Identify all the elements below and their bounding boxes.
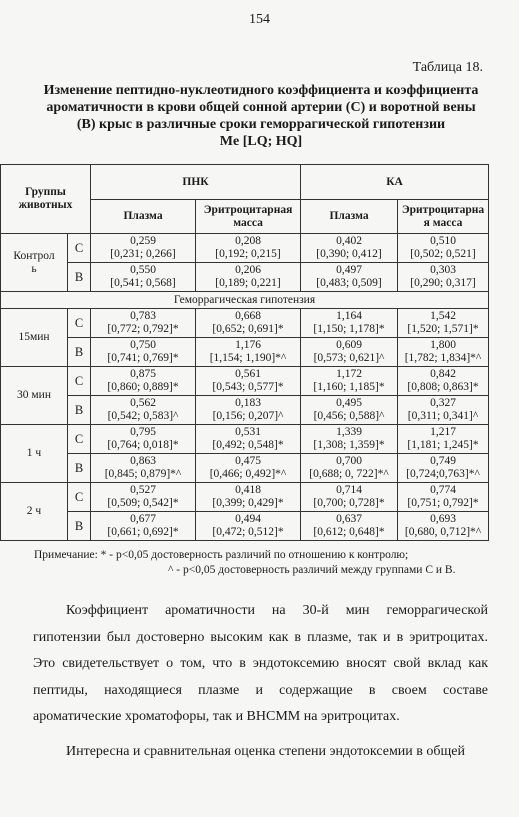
quartile-range: [0,573; 0,621]^ bbox=[313, 352, 385, 364]
value-cell bbox=[301, 512, 398, 541]
value-cell bbox=[91, 234, 196, 263]
value-cell bbox=[196, 396, 301, 425]
plasma-header: Плазма bbox=[91, 200, 196, 234]
vessel-label: В bbox=[68, 338, 91, 367]
paragraph: Коэффициент ароматичности на 30-й мин геморрагической гипотензии был достоверно высоким как в плазме, так и в эритроцитах. Это свидетельствует о том, что в эндотоксемию вносят свой вклад как пептиды, находящиеся плазме и содержащие в своем составе ароматические хроматофоры, так и ВНСММ на эритроцитах. bbox=[33, 603, 488, 724]
median-value: 0,327 bbox=[430, 397, 456, 409]
median-value: 0,561 bbox=[235, 368, 261, 380]
quartile-range: [0,542; 0,583]^ bbox=[107, 410, 179, 422]
value-cell bbox=[398, 425, 489, 454]
median-value: 0,693 bbox=[430, 513, 456, 525]
table-note bbox=[34, 548, 455, 578]
value-cell bbox=[91, 512, 196, 541]
quartile-range: [0,652; 0,691]* bbox=[212, 323, 284, 335]
section-title: Геморрагическая гипотензия bbox=[1, 292, 489, 309]
table-row bbox=[1, 234, 489, 263]
value-cell bbox=[398, 263, 489, 292]
median-value: 0,183 bbox=[235, 397, 261, 409]
quartile-range: [0,290; 0,317] bbox=[410, 277, 476, 289]
body-text bbox=[33, 598, 488, 765]
value-cell bbox=[91, 263, 196, 292]
quartile-range: [1,520; 1,571]* bbox=[407, 323, 479, 335]
quartile-range: [0,543; 0,577]* bbox=[212, 381, 284, 393]
median-value: 0,863 bbox=[130, 455, 156, 467]
quartile-range: [0,541; 0,568] bbox=[110, 277, 176, 289]
vessel-label: С bbox=[68, 309, 91, 338]
value-cell bbox=[196, 454, 301, 483]
group-label-line: ь bbox=[31, 262, 37, 275]
title-line: Изменение пептидно-нуклеотидного коэффициента и коэффициента bbox=[43, 83, 479, 98]
value-cell bbox=[91, 454, 196, 483]
table-row bbox=[1, 454, 489, 483]
plasma-header: Плазма bbox=[301, 200, 398, 234]
quartile-range: [0,311; 0,341]^ bbox=[407, 410, 479, 422]
value-cell bbox=[301, 483, 398, 512]
quartile-range: [0,472; 0,512]* bbox=[212, 526, 284, 538]
table-row bbox=[1, 512, 489, 541]
quartile-range: [0,860; 0,889]* bbox=[107, 381, 179, 393]
value-cell bbox=[196, 512, 301, 541]
quartile-range: [0,680, 0,712]*^ bbox=[404, 526, 482, 538]
section-row bbox=[1, 292, 489, 309]
groups-header-line: Группы bbox=[25, 186, 66, 198]
quartile-range: [0,399; 0,429]* bbox=[212, 497, 284, 509]
median-value: 0,637 bbox=[336, 513, 362, 525]
median-value: 0,795 bbox=[130, 426, 156, 438]
median-value: 0,497 bbox=[336, 264, 362, 276]
group-label: 15мин bbox=[1, 309, 68, 367]
value-cell bbox=[91, 338, 196, 367]
quartile-range: [0,724;0,763]*^ bbox=[406, 468, 480, 480]
quartile-range: [0,502; 0,521] bbox=[410, 248, 476, 260]
median-value: 0,402 bbox=[336, 235, 362, 247]
median-value: 0,749 bbox=[430, 455, 456, 467]
group-label: 2 ч bbox=[1, 483, 68, 541]
median-value: 0,609 bbox=[336, 339, 362, 351]
vessel-label: С bbox=[68, 367, 91, 396]
quartile-range: [1,782; 1,834]*^ bbox=[404, 352, 482, 364]
median-value: 0,259 bbox=[130, 235, 156, 247]
value-cell bbox=[398, 234, 489, 263]
group-label-line: Контрол bbox=[13, 249, 55, 262]
table-row bbox=[1, 483, 489, 512]
median-value: 0,842 bbox=[430, 368, 456, 380]
median-value: 0,531 bbox=[235, 426, 261, 438]
median-value: 1,339 bbox=[336, 426, 362, 438]
value-cell bbox=[196, 367, 301, 396]
quartile-range: [0,189; 0,221] bbox=[215, 277, 281, 289]
value-cell bbox=[301, 338, 398, 367]
median-value: 0,495 bbox=[336, 397, 362, 409]
quartile-range: [1,308; 1,359]* bbox=[313, 439, 385, 451]
median-value: 0,714 bbox=[336, 484, 362, 496]
quartile-range: [0,772; 0,792]* bbox=[107, 323, 179, 335]
title-line: ароматичности в крови общей сонной артерии (С) и воротной вены bbox=[46, 100, 476, 115]
groups-header-line: животных bbox=[18, 199, 73, 211]
median-value: 0,550 bbox=[130, 264, 156, 276]
quartile-range: [0,764; 0,018]* bbox=[107, 439, 179, 451]
median-value: 0,750 bbox=[130, 339, 156, 351]
value-cell bbox=[398, 338, 489, 367]
note-line: ^ - p<0,05 достоверность различий между группами С и В. bbox=[168, 564, 456, 576]
group-label: 30 мин bbox=[1, 367, 68, 425]
value-cell bbox=[196, 263, 301, 292]
ery-header bbox=[398, 200, 489, 234]
value-cell bbox=[398, 309, 489, 338]
value-cell bbox=[91, 309, 196, 338]
quartile-range: [1,150; 1,178]* bbox=[313, 323, 385, 335]
value-cell bbox=[398, 483, 489, 512]
value-cell bbox=[91, 483, 196, 512]
value-cell bbox=[398, 396, 489, 425]
quartile-range: [0,741; 0,769]* bbox=[107, 352, 179, 364]
vessel-label: С bbox=[68, 483, 91, 512]
ery-header-line: я масса bbox=[423, 216, 463, 229]
median-value: 0,783 bbox=[130, 310, 156, 322]
value-cell bbox=[398, 367, 489, 396]
quartile-range: [0,492; 0,548]* bbox=[212, 439, 284, 451]
quartile-range: [0,390; 0,412] bbox=[316, 248, 382, 260]
median-value: 0,206 bbox=[235, 264, 261, 276]
median-value: 1,176 bbox=[235, 339, 261, 351]
value-cell bbox=[301, 425, 398, 454]
value-cell bbox=[301, 396, 398, 425]
data-table bbox=[0, 164, 489, 541]
quartile-range: [0,483; 0,509] bbox=[316, 277, 382, 289]
ery-header-line: масса bbox=[233, 216, 263, 229]
median-value: 0,494 bbox=[235, 513, 261, 525]
quartile-range: [1,154; 1,190]*^ bbox=[209, 352, 287, 364]
value-cell bbox=[301, 263, 398, 292]
median-value: 0,774 bbox=[430, 484, 456, 496]
median-value: 0,208 bbox=[235, 235, 261, 247]
median-value: 0,510 bbox=[430, 235, 456, 247]
quartile-range: [0,231; 0,266] bbox=[110, 248, 176, 260]
group-label: 1 ч bbox=[1, 425, 68, 483]
ery-header-line: Эритроцитарна bbox=[401, 203, 485, 216]
quartile-range: [0,466; 0,492]*^ bbox=[209, 468, 287, 480]
value-cell bbox=[91, 425, 196, 454]
title-line: Me [LQ; HQ] bbox=[219, 134, 303, 149]
quartile-range: [0,845; 0,879]*^ bbox=[104, 468, 182, 480]
median-value: 1,172 bbox=[336, 368, 362, 380]
ka-header: КА bbox=[301, 165, 489, 200]
title-line: (В) крыс в различные сроки геморрагической гипотензии bbox=[76, 117, 446, 132]
median-value: 0,562 bbox=[130, 397, 156, 409]
median-value: 0,475 bbox=[235, 455, 261, 467]
median-value: 1,217 bbox=[430, 426, 456, 438]
ery-header bbox=[196, 200, 301, 234]
table-row bbox=[1, 309, 489, 338]
median-value: 0,677 bbox=[130, 513, 156, 525]
median-value: 0,303 bbox=[430, 264, 456, 276]
note-line: Примечание: * - p<0,05 достоверность различий по отношению к контролю; bbox=[34, 549, 409, 561]
value-cell bbox=[196, 483, 301, 512]
value-cell bbox=[196, 425, 301, 454]
quartile-range: [0,509; 0,542]* bbox=[107, 497, 179, 509]
vessel-label: С bbox=[68, 425, 91, 454]
quartile-range: [0,612; 0,648]* bbox=[313, 526, 385, 538]
quartile-range: [0,456; 0,588]^ bbox=[313, 410, 385, 422]
table-title bbox=[30, 82, 492, 150]
table-row bbox=[1, 263, 489, 292]
value-cell bbox=[301, 454, 398, 483]
table-row bbox=[1, 367, 489, 396]
table-row bbox=[1, 396, 489, 425]
median-value: 0,527 bbox=[130, 484, 156, 496]
value-cell bbox=[196, 309, 301, 338]
page-number: 154 bbox=[249, 12, 270, 27]
value-cell bbox=[398, 512, 489, 541]
median-value: 0,875 bbox=[130, 368, 156, 380]
quartile-range: [0,156; 0,207]^ bbox=[212, 410, 284, 422]
paragraph: Интересна и сравнительная оценка степени эндотоксемии в общей bbox=[66, 743, 466, 759]
value-cell bbox=[398, 454, 489, 483]
median-value: 1,542 bbox=[430, 310, 456, 322]
quartile-range: [1,181; 1,245]* bbox=[407, 439, 479, 451]
pnk-header: ПНК bbox=[91, 165, 301, 200]
median-value: 1,800 bbox=[430, 339, 456, 351]
value-cell bbox=[196, 338, 301, 367]
group-label bbox=[1, 234, 68, 292]
value-cell bbox=[196, 234, 301, 263]
quartile-range: [0,192; 0,215] bbox=[215, 248, 281, 260]
table-row bbox=[1, 338, 489, 367]
quartile-range: [0,700; 0,728]* bbox=[313, 497, 385, 509]
median-value: 0,668 bbox=[235, 310, 261, 322]
median-value: 0,418 bbox=[235, 484, 261, 496]
value-cell bbox=[301, 234, 398, 263]
quartile-range: [1,160; 1,185]* bbox=[313, 381, 385, 393]
value-cell bbox=[91, 396, 196, 425]
quartile-range: [0,688; 0, 722]*^ bbox=[309, 468, 389, 480]
table-row bbox=[1, 425, 489, 454]
value-cell bbox=[301, 309, 398, 338]
median-value: 0,700 bbox=[336, 455, 362, 467]
value-cell bbox=[91, 367, 196, 396]
quartile-range: [0,661; 0,692]* bbox=[107, 526, 179, 538]
quartile-range: [0,751; 0,792]* bbox=[407, 497, 479, 509]
quartile-range: [0,808; 0,863]* bbox=[407, 381, 479, 393]
median-value: 1,164 bbox=[336, 310, 362, 322]
vessel-label: В bbox=[68, 454, 91, 483]
table-label: Таблица 18. bbox=[412, 60, 483, 75]
vessel-label: В bbox=[68, 263, 91, 292]
ery-header-line: Эритроцитарная bbox=[203, 203, 293, 216]
groups-header bbox=[1, 165, 91, 234]
vessel-label: С bbox=[68, 234, 91, 263]
vessel-label: В bbox=[68, 512, 91, 541]
vessel-label: В bbox=[68, 396, 91, 425]
value-cell bbox=[301, 367, 398, 396]
